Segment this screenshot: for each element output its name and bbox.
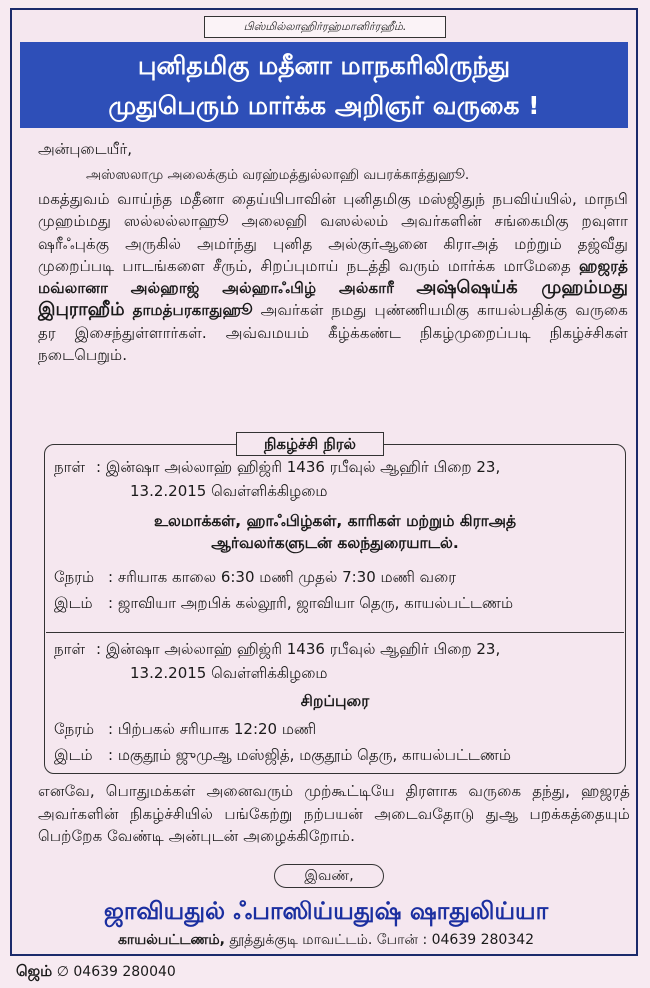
event2-program: சிறப்புரை — [300, 692, 370, 710]
closing-paragraph: எனவே, பொதுமக்கள் அனைவரும் முற்கூட்டியே திரளாக வருகை தந்து, ஹஜரத் அவர்களின் நிகழ்ச்சியில் பங்கேற்று நற்பயன் அடைவதோடு துஆ பறக்கத்தையும் பெற்றேக வேண்டி அன்புடன் அழைக்கிறோம். — [38, 782, 630, 845]
event2-date-label: நாள் — [54, 640, 85, 658]
intro-text-1: மகத்துவம் வாய்ந்த மதீனா தைய்யிபாவின் புனிதமிகு மஸ்ஜிதுந் நபவிய்யில், மாநபி முஹம்மது ஸல்லல்லாஹூ அலைஹி வஸல்லம் அவர்களின் சங்கைமிகு றவுளா ஷரீஃபுக்கு அருகில் அமர்ந்து புனித அல்குர்ஆனை கிராஅத் மற்றும் தஜ்வீது முறைப்படி பாடங்களை சீரும், சிறப்புமாய் நடத்தி வரும் மார்க்க மாமேதை — [38, 190, 628, 275]
salam-greeting: அஸ்ஸலாமு அலைக்கும் வரஹ்மத்துல்லாஹி வபரக்காத்துஹூ. — [86, 167, 470, 183]
event2-date-line2: 13.2.2015 வெள்ளிக்கிழமை — [130, 664, 328, 682]
scholar-name: அஷ்ஷெய்க் முஹம்மது இபுராஹீம் — [38, 277, 628, 321]
phone-icon: ∅ — [56, 964, 69, 980]
event1-place: : ஜாவியா அறபிக் கல்லூரி, ஜாவியா தெரு, காயல்பட்டணம் — [108, 594, 514, 612]
event1-time-label: நேரம் — [54, 568, 95, 586]
printer-phone: 04639 280040 — [73, 964, 176, 980]
event1-program-line1: உலமாக்கள், ஹாஃபிழ்கள், காரிகள் மற்றும் கிராஅத் — [153, 512, 517, 530]
district-phone: தூத்துக்குடி மாவட்டம். போன் : 04639 280342 — [229, 932, 535, 948]
event2-place-label: இடம் — [54, 746, 93, 764]
blessing: தாமத்பரகாதுஹூ — [132, 301, 253, 320]
intro-text-2: அவர்கள் நமது புண்ணியமிகு காயல்பதிக்கு வருகை தர இசைந்துள்ளார்கள். அவ்வமயம் கீழ்க்கண்ட நிகழ்முறைப்படி நிகழ்ச்சிகள் நடைபெறும். — [38, 301, 629, 365]
bismillah-box: பிஸ்மில்லாஹிர்ரஹ்மானிர்ரஹீம். — [204, 16, 446, 38]
event1-date-label: நாள் — [54, 458, 85, 476]
event1-program-line2: ஆர்வலர்களுடன் கலந்துரையாடல். — [211, 534, 459, 552]
schedule-divider — [46, 632, 624, 633]
title-line-2: முதுபெரும் மார்க்க அறிஞர் வருகை ! — [108, 91, 540, 120]
event1-time: : சரியாக காலை 6:30 மணி முதல் 7:30 மணி வரை — [108, 568, 456, 586]
printer-name: ஜெம் — [16, 962, 53, 980]
event1-date-line2: 13.2.2015 வெள்ளிக்கிழமை — [130, 482, 328, 500]
event1-place-label: இடம் — [54, 594, 93, 612]
event2-date-line1: : இன்ஷா அல்லாஹ் ஹிஜ்ரி 1436 ரபீவுல் ஆஹிர் பிறை 23, — [96, 640, 501, 658]
address-line — [12, 930, 640, 950]
printer-footer — [16, 960, 176, 983]
notice-frame — [10, 8, 638, 956]
event1-date-line1: : இன்ஷா அல்லாஹ் ஹிஜ்ரி 1436 ரபீவுல் ஆஹிர் பிறை 23, — [96, 458, 501, 476]
event2-time-label: நேரம் — [54, 720, 95, 738]
event2-place: : மகுதூம் ஜுமுஆ மஸ்ஜித், மகுதூம் தெரு, காயல்பட்டணம் — [108, 746, 511, 764]
schedule-title: நிகழ்ச்சி நிரல் — [236, 432, 384, 456]
salutation: அன்புடையீர், — [38, 140, 132, 158]
title-banner — [20, 42, 628, 128]
town: காயல்பட்டணம், — [117, 932, 225, 948]
intro-paragraph — [38, 188, 628, 366]
event2-time: : பிற்பகல் சரியாக 12:20 மணி — [108, 720, 317, 738]
signoff: இவண், — [274, 864, 384, 888]
honorific: ஹஜரத் மவ்லானா அல்ஹாஜ் அல்ஹாஃபிழ் அல்காரீ — [38, 256, 629, 298]
organization-name: ஜாவியதுல் ஃபாஸிய்யதுஷ் ஷாதுலிய்யா — [103, 897, 549, 925]
title-line-1: புனிதமிகு மதீனா மாநகரிலிருந்து — [137, 51, 511, 80]
